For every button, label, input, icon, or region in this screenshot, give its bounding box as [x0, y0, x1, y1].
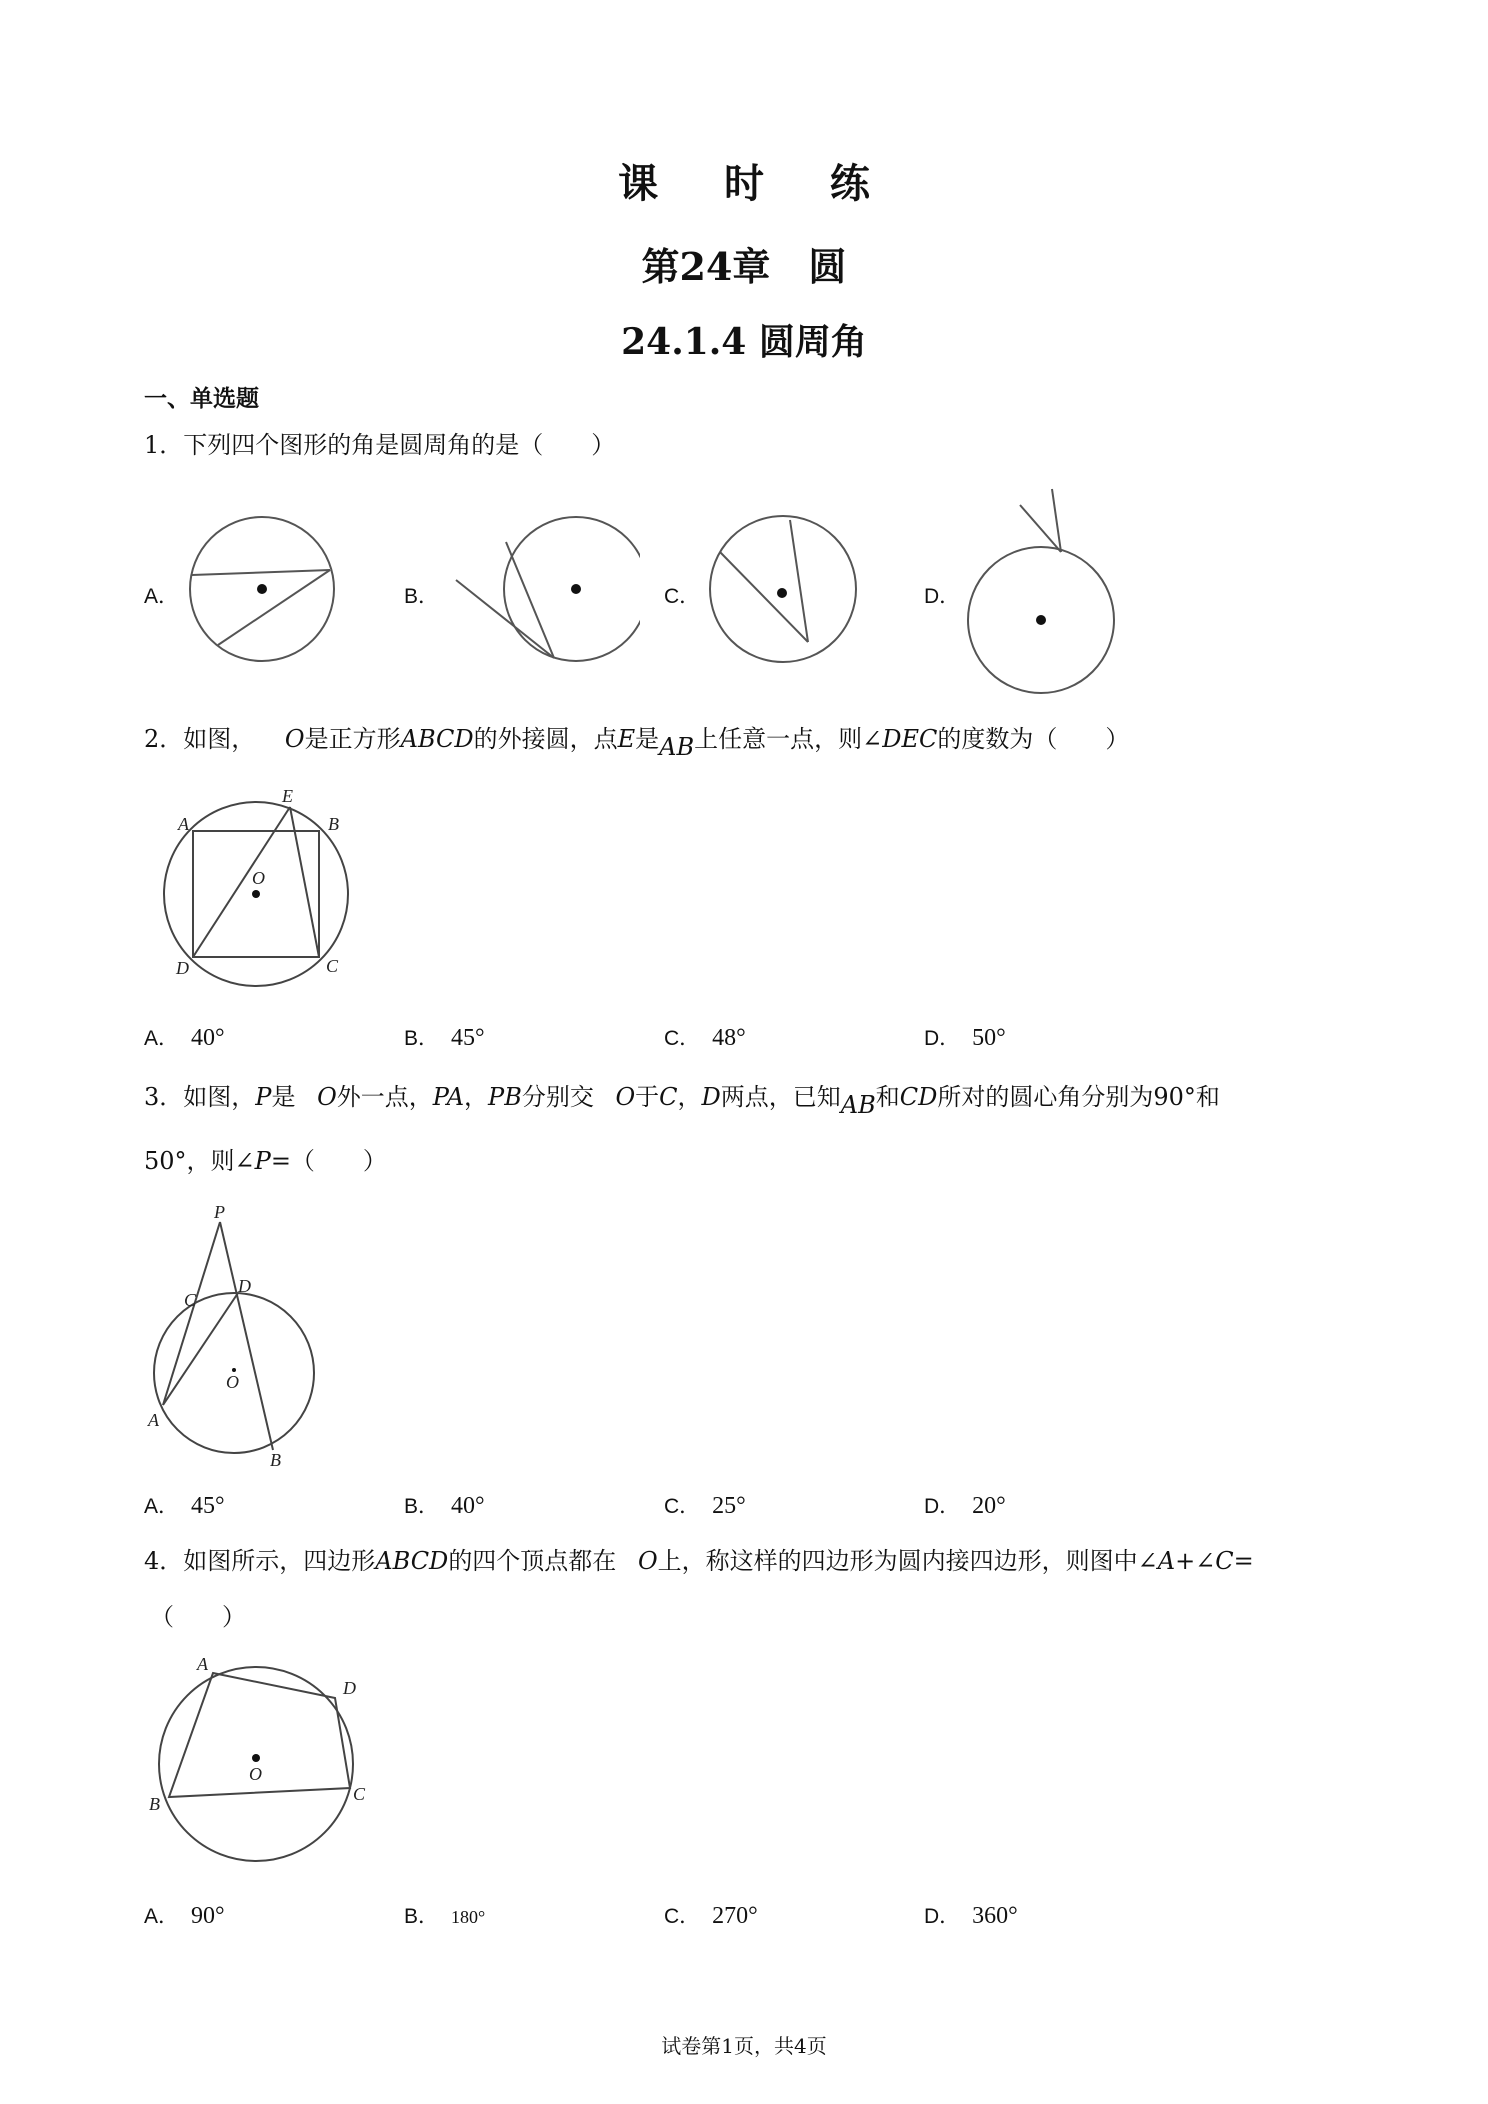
q1-option-d-label: D．	[924, 585, 961, 608]
q1-option-b-label: B．	[404, 585, 440, 608]
q3-option-d[interactable]: D． 20°	[924, 1493, 1006, 1519]
label-c: C	[353, 1784, 366, 1804]
label-a: A	[148, 1410, 159, 1430]
lesson-title: 24.1.4 圆周角	[621, 321, 867, 363]
label-a: A	[178, 814, 189, 834]
label-c: C	[184, 1290, 197, 1310]
q3-option-c[interactable]: C． 25°	[664, 1493, 746, 1519]
q2-option-d[interactable]: D． 50°	[924, 1025, 1006, 1051]
q4-option-b[interactable]: B． 180°	[404, 1905, 486, 1928]
label-o: O	[249, 1764, 262, 1784]
question-4-line-2: （ ）	[150, 1603, 246, 1631]
label-d: D	[176, 958, 189, 978]
section-heading: 一、单选题	[144, 385, 259, 412]
q1-option-a-label: A．	[144, 585, 180, 608]
q2-figure	[150, 782, 360, 1002]
question-2-text: 2．如图， O是正方形ABCD的外接圆，点E是AB上任意一点，则∠DEC的度数为（ ）	[144, 725, 1130, 761]
question-number: 1．	[144, 431, 184, 459]
q2-option-b[interactable]: B． 45°	[404, 1025, 485, 1051]
q1-figure-b	[440, 490, 640, 670]
question-3-line-1: 3．如图，P是 O外一点，PA，PB分别交 O于C，D两点，已知AB和CD所对的圆心角分别为90°和	[144, 1083, 1220, 1119]
q3-figure	[140, 1200, 340, 1470]
q1-option-c-label: C．	[664, 585, 701, 608]
q2-option-c[interactable]: C． 48°	[664, 1025, 746, 1051]
label-b: B	[270, 1450, 281, 1470]
label-c: C	[326, 956, 339, 976]
label-e: E	[282, 786, 293, 806]
label-d: D	[238, 1276, 251, 1296]
q3-option-a[interactable]: A． 45°	[144, 1493, 225, 1519]
q2-option-a[interactable]: A． 40°	[144, 1025, 225, 1051]
q4-option-c[interactable]: C． 270°	[664, 1903, 758, 1929]
label-d: D	[343, 1678, 356, 1698]
label-p: P	[214, 1202, 225, 1222]
label-b: B	[328, 814, 339, 834]
label-a: A	[197, 1654, 208, 1674]
question-4-line-1: 4．如图所示，四边形ABCD的四个顶点都在 O上，称这样的四边形为圆内接四边形，则图中∠A+∠C=	[144, 1547, 1254, 1575]
label-b: B	[149, 1794, 160, 1814]
question-stem: 下列四个图形的角是圆周角的是（ ）	[183, 431, 616, 459]
label-o: O	[252, 868, 265, 888]
q1-figure-d	[960, 484, 1130, 700]
q4-option-a[interactable]: A． 90°	[144, 1903, 225, 1929]
chapter-title: 第24章 圆	[641, 244, 847, 289]
q4-option-d[interactable]: D． 360°	[924, 1903, 1018, 1929]
page-footer: 试卷第1页，共4页	[661, 2034, 827, 2058]
q1-figure-a	[180, 510, 350, 670]
page-title: 课 时 练	[618, 160, 896, 207]
q1-figure-c	[700, 500, 870, 680]
question-1-text	[144, 428, 615, 462]
label-o: O	[226, 1372, 239, 1392]
question-3-line-2: 50°，则∠P=（ ）	[144, 1147, 387, 1175]
q3-option-b[interactable]: B． 40°	[404, 1493, 485, 1519]
q4-figure	[145, 1650, 375, 1880]
